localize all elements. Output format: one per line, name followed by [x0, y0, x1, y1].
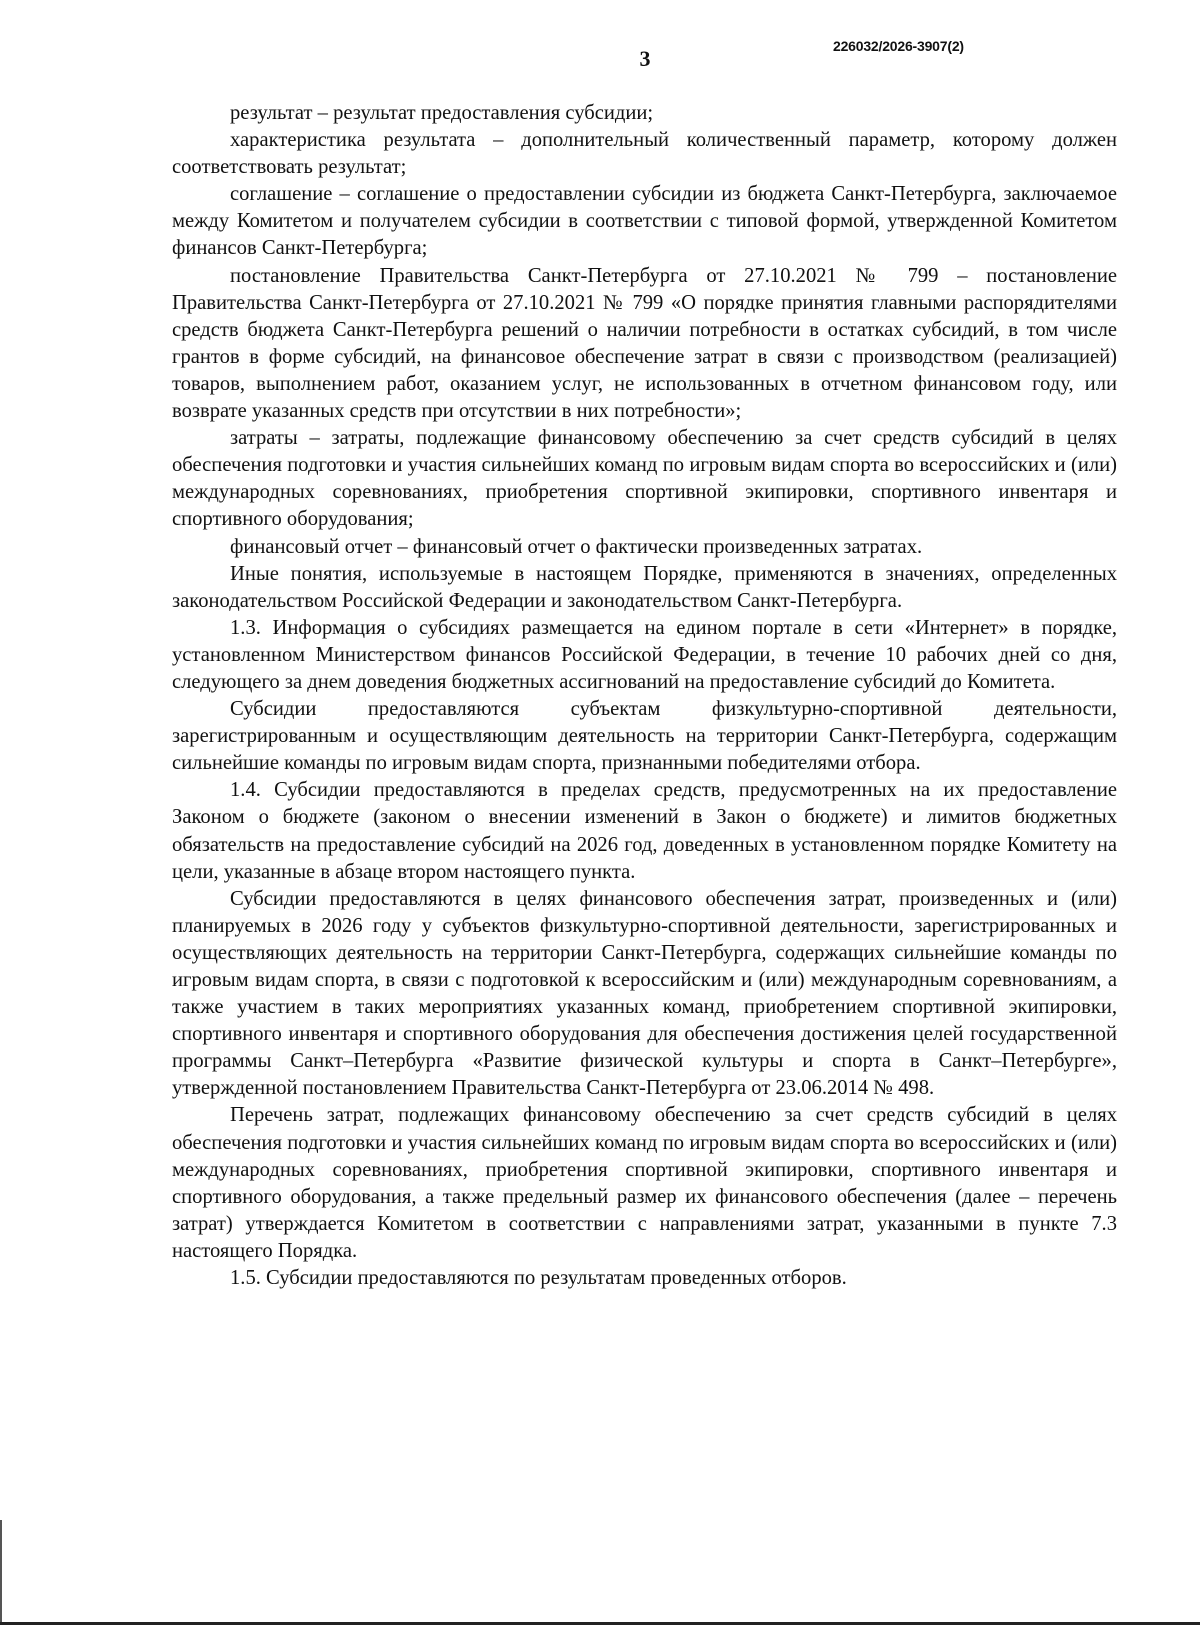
scan-edge-line [0, 1520, 2, 1625]
paragraph-subsidy-purpose: Субсидии предоставляются в целях финансового обеспечения затрат, произведенных и (или) планируемых в 2026 году у субъектов физкультурно-спортивной деятельности, зарегистрированных и осуществляющих деятельность на территории Санкт-Петербурга, содержащих сильнейшие команды по игровым видам спорта, в связи с подготовкой к всероссийским и (или) международным соревнованиям, а также участием в таких мероприятиях указанных команд, приобретением спортивной экипировки, спортивного инвентаря и спортивного оборудования для обеспечения достижения целей государственной программы Санкт–Петербурга «Развитие физической культуры и спорта в Санкт–Петербурге», утвержденной постановлением Правительства Санкт-Петербурга от 23.06.2014 № 498. [172, 887, 1117, 1100]
document-body [172, 100, 1117, 1292]
paragraph-cost-list: Перечень затрат, подлежащих финансовому обеспечению за счет средств субсидий в целях обеспечения подготовки и участия сильнейших команд по игровым видам спорта во всероссийских и (или) международных соревнованиях, приобретения спортивной экипировки, спортивного инвентаря и спортивного оборудования, а также предельный размер их финансового обеспечения (далее – перечень затрат) утверждается Комитетом в соответствии с направлениями затрат, указанными в пункте 7.3 настоящего Порядка. [172, 1104, 1117, 1262]
document-registration-number: 226032/2026-3907(2) [833, 38, 964, 54]
paragraph-clause-1-3: 1.3. Информация о субсидиях размещается на едином портале в сети «Интернет» в порядке, установленном Министерством финансов Российской Федерации, в течение 10 рабочих дней со дня, следующего за днем доведения бюджетных ассигнований на предоставление субсидий до Комитета. [172, 616, 1117, 693]
paragraph-definition-result: результат – результат предоставления субсидии; [230, 102, 654, 124]
paragraph-definition-costs: затраты – затраты, подлежащие финансовому обеспечению за счет средств субсидий в целях обеспечения подготовки и участия сильнейших команд по игровым видам спорта во всероссийских и (или) международных соревнованиях, приобретения спортивной экипировки, спортивного инвентаря и спортивного оборудования; [172, 427, 1117, 531]
paragraph-other-terms: Иные понятия, используемые в настоящем Порядке, применяются в значениях, определенных законодательством Российской Федерации и законодательством Санкт-Петербурга. [172, 562, 1117, 612]
paragraph-subsidy-recipients: Субсидии предоставляются субъектам физкультурно-спортивной деятельности, зарегистрированным и осуществляющим деятельность на территории Санкт-Петербурга, содержащим сильнейшие команды по игровым видам спорта, признанными победителями отбора. [172, 698, 1117, 775]
paragraph-definition-resolution-799: постановление Правительства Санкт-Петербурга от 27.10.2021 № 799 – постановление Правительства Санкт-Петербурга от 27.10.2021 № 799 «О порядке принятия главными распорядителями средств бюджета Санкт-Петербурга решений о наличии потребности в остатках субсидий, в том числе грантов в форме субсидий, на финансовое обеспечение затрат в связи с производством (реализацией) товаров, выполнением работ, оказанием услуг, не использованных в отчетном финансовом году, или возврате указанных средств при отсутствии в них потребности»; [172, 264, 1117, 423]
paragraph-definition-agreement: соглашение – соглашение о предоставлении субсидии из бюджета Санкт-Петербурга, заключаемое между Комитетом и получателем субсидии в соответствии с типовой формой, утвержденной Комитетом финансов Санкт-Петербурга; [172, 183, 1117, 260]
paragraph-clause-1-5: 1.5. Субсидии предоставляются по результатам проведенных отборов. [230, 1267, 847, 1290]
paragraph-definition-result-characteristic: характеристика результата – дополнительный количественный параметр, которому должен соответствовать результат; [172, 129, 1117, 179]
paragraph-definition-financial-report: финансовый отчет – финансовый отчет о фактически произведенных затратах. [230, 535, 923, 558]
page-number: 3 [639, 46, 651, 71]
paragraph-clause-1-4: 1.4. Субсидии предоставляются в пределах средств, предусмотренных на их предоставление Законом о бюджете (законом о внесении изменений в Закон о бюджете) и лимитов бюджетных обязательств на предоставление субсидий на 2026 год, доведенных в установленном порядке Комитету на цели, указанные в абзаце втором настоящего пункта. [172, 779, 1117, 883]
